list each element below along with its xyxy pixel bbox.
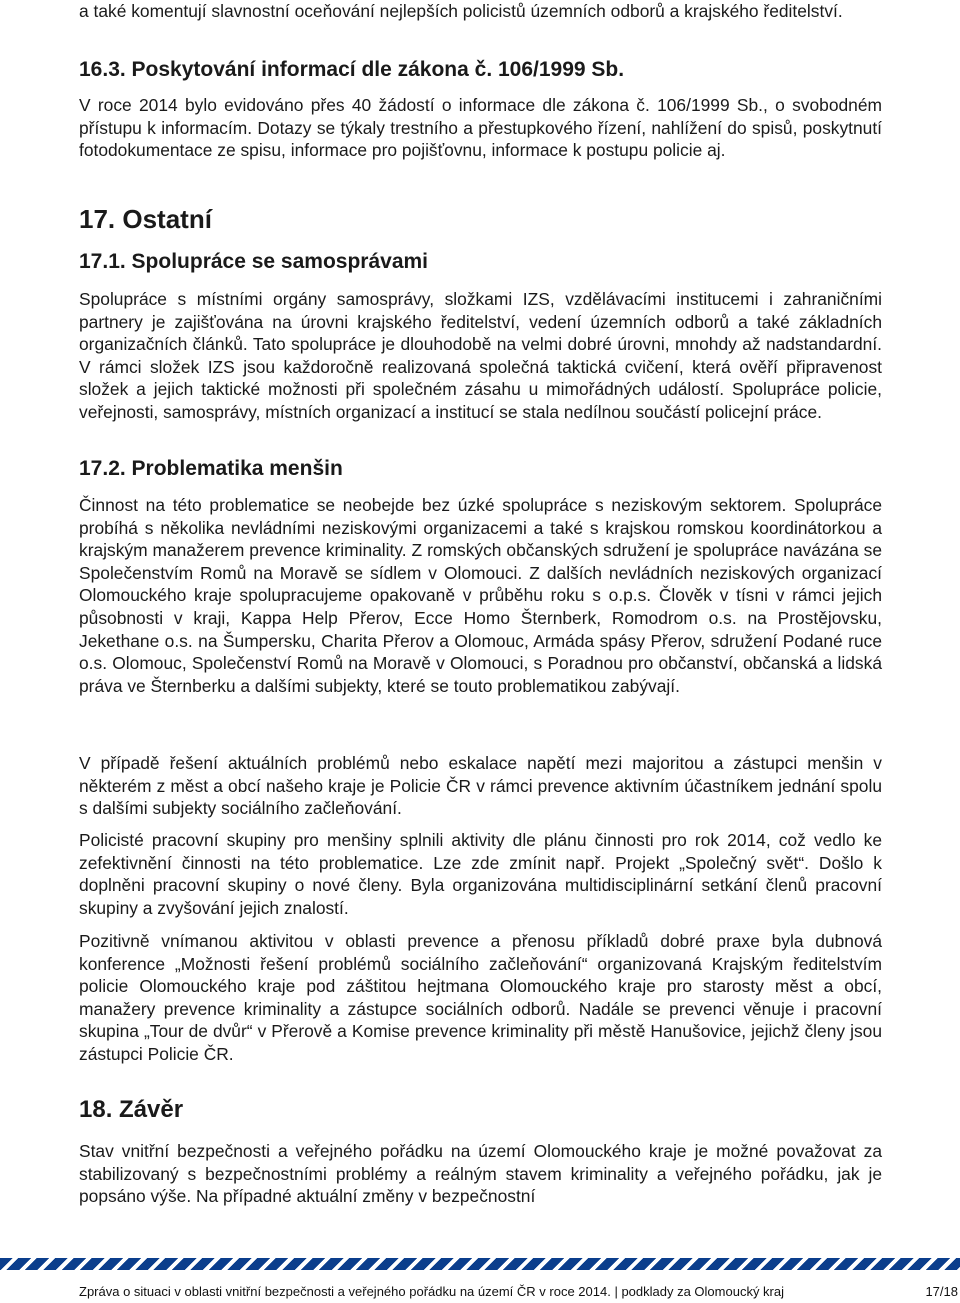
heading-17: 17. Ostatní	[79, 204, 212, 234]
footer-stripe-bar	[0, 1258, 960, 1270]
text-17-2-p2: V případě řešení aktuálních problémů nebo eskalace napětí mezi majoritou a zástupci menšin v některém z měst a obcí našeho kraje je Policie ČR v rámci prevence aktivním účastníkem jednání spolu s dalšími subjekty sociálního začleňování.	[79, 753, 882, 819]
footer-title: Zpráva o situaci v oblasti vnitřní bezpečnosti a veřejného pořádku na území ČR v roce 2014. | podklady za Olomoucký kraj	[79, 1284, 785, 1299]
intro-text: a také komentují slavnostní oceňování nejlepších policistů územních odborů a krajského ředitelství.	[79, 1, 843, 21]
heading-17-2: 17.2. Problematika menšin	[79, 457, 343, 480]
text-16-3: V roce 2014 bylo evidováno přes 40 žádostí o informace dle zákona č. 106/1999 Sb., o svobodném přístupu k informacím. Dotazy se týkaly trestního a přestupkového řízení, nahlížení do spisů, poskytnutí fotodokumentace ze spisu, informace pro pojišťovnu, informace k postupu policie aj.	[79, 95, 882, 161]
page-footer	[0, 1258, 960, 1303]
text-17-2-p4: Pozitivně vnímanou aktivitou v oblasti prevence a přenosu příkladů dobré praxe byla dubnová konference „Možnosti řešení problémů sociálního začleňování“ organizovaná Krajským ředitelstvím policie Olomouckého kraje pod záštitou hejtmana Olomouckého kraje pro starosty měst a obcí, manažery prevence kriminality a zástupce sociálních odborů. Nadále se prevenci věnuje i pracovní skupina „Tour de dvůr“ v Přerově a Komise prevence kriminality při městě Hanušovice, jejichž členy jsou zástupci Policie ČR.	[79, 931, 882, 1064]
intro-paragraph	[79, 0, 882, 23]
paragraph-17-2-b	[79, 752, 882, 820]
text-18: Stav vnitřní bezpečnosti a veřejného pořádku na území Olomouckého kraje je možné považovat za stabilizovaný s bezpečnostními problémy a reálným stavem kriminality a veřejného pořádku, jak je popsáno výše. Na případné aktuální změny v bezpečnostní	[79, 1141, 882, 1207]
paragraph-16-3	[79, 94, 882, 162]
paragraph-17-2-d	[79, 930, 882, 1066]
heading-17-1: 17.1. Spolupráce se samosprávami	[79, 250, 429, 273]
heading-16-3: 16.3. Poskytování informací dle zákona č. 106/1999 Sb.	[79, 58, 625, 81]
paragraph-17-2-a	[79, 494, 882, 697]
paragraph-18	[79, 1140, 882, 1208]
page-number: 17/18	[925, 1284, 958, 1299]
paragraph-17-1	[79, 288, 882, 424]
paragraph-17-2-c	[79, 829, 882, 919]
text-17-2-p1: Činnost na této problematice se neobejde bez úzké spolupráce s neziskovým sektorem. Spolupráce probíhá s několika nevládními neziskovými organizacemi a také s krajskou romskou koordinátorkou a krajským manažerem prevence kriminality. Z romských občanských sdružení je spolupráce navázána se Společenstvím Romů na Moravě se sídlem v Olomouci. Z dalších nevládních neziskových organizací Olomouckého kraje spolupracujeme opakovaně v průběhu roku s o.p.s. Člověk v tísni v rámci jejich působnosti v kraji, Kappa Help Přerov, Ecce Homo Šternberk, Romodrom o.s. na Prostějovsku, Jekethane o.s. na Šumpersku, Charita Přerov a Olomouc, Armáda spásy Přerov, sdružení Podané ruce o.s. Olomouc, Společenství Romů na Moravě v Olomouci, s Poradnou pro občanství, občanská a lidská práva ve Šternberku a dalšími subjekty, které se touto problematikou zabývají.	[79, 495, 882, 696]
text-17-2-p3: Policisté pracovní skupiny pro menšiny splnili aktivity dle plánu činnosti pro rok 2014, což vedlo ke zefektivnění činnosti na této problematice. Lze zde zmínit např. Projekt „Společný svět“. Došlo k doplněni pracovní skupiny o nové členy. Byla organizována multidisciplinární setkání členů pracovní skupiny a zvyšování jejich znalostí.	[79, 830, 882, 918]
text-17-1: Spolupráce s místními orgány samosprávy, složkami IZS, vzdělávacími institucemi i zahraničními partnery je zajišťována na úrovni krajského ředitelství, vedení územních odborů a také základních organizačních článků. Tato spolupráce je dlouhodobě na velmi dobré úrovni, mnohdy až nadstandardní. V rámci složek IZS jsou každoročně realizovaná společná taktická cvičení, která ověří připravenost složek a jejich taktické možnosti při společném zásahu u mimořádných událostí. Spolupráce policie, veřejnosti, samosprávy, místních organizací a institucí se stala nedílnou součástí policejní práce.	[79, 289, 882, 422]
heading-18: 18. Závěr	[79, 1096, 184, 1123]
